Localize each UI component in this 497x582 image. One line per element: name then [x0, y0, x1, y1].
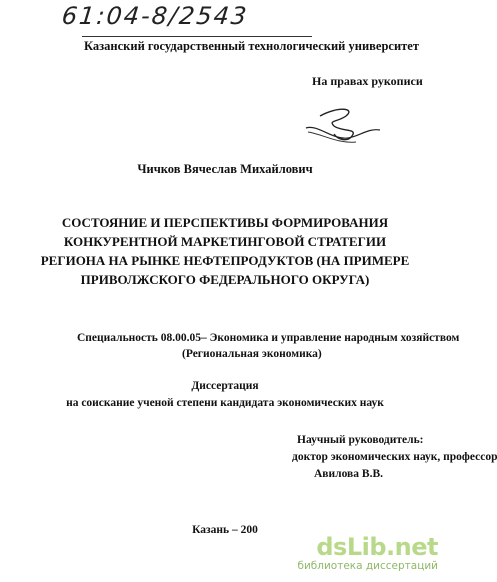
supervisor-label: Научный руководитель:: [297, 434, 424, 446]
supervisor-block: [292, 432, 497, 483]
signature-image: [298, 98, 388, 148]
dissertation-label: Диссертация: [191, 380, 259, 392]
city-year: Казань – 200: [192, 524, 258, 536]
archive-number-handwritten: 61:04-8/2543: [60, 2, 250, 30]
title-line: СОСТОЯНИЕ И ПЕРСПЕКТИВЫ ФОРМИРОВАНИЯ: [61, 215, 389, 230]
author-name: Чичков Вячеслав Михайлович: [137, 162, 313, 176]
specialty-block: [77, 330, 459, 362]
title-line: РЕГИОНА НА РЫНКЕ НЕФТЕПРОДУКТОВ (НА ПРИМЕРЕ: [40, 253, 410, 268]
specialty-line: Специальность 08.00.05– Экономика и управление народным хозяйством: [77, 332, 460, 344]
degree-line: на соискание ученой степени кандидата экономических наук: [66, 397, 384, 409]
specialty-subline: (Региональная экономика): [182, 348, 322, 360]
title-line: КОНКУРЕНТНОЙ МАРКЕТИНГОВОЙ СТРАТЕГИИ: [63, 234, 387, 249]
watermark-caption: библиотека диссертаций: [297, 560, 438, 572]
dissertation-title: [40, 213, 410, 289]
supervisor-degree: доктор экономических наук, профессор: [292, 451, 497, 463]
divider-line: [82, 36, 312, 37]
dissertation-block: [0, 378, 450, 412]
watermark: [297, 535, 438, 572]
watermark-logo: dsLib.net: [316, 533, 438, 561]
university-name: Казанский государственный технологический университет: [84, 39, 419, 53]
manuscript-rights-label: На правах рукописи: [312, 74, 423, 88]
supervisor-name: Авилова В.В.: [314, 468, 383, 480]
title-line: ПРИВОЛЖСКОГО ФЕДЕРАЛЬНОГО ОКРУГА): [80, 272, 370, 287]
